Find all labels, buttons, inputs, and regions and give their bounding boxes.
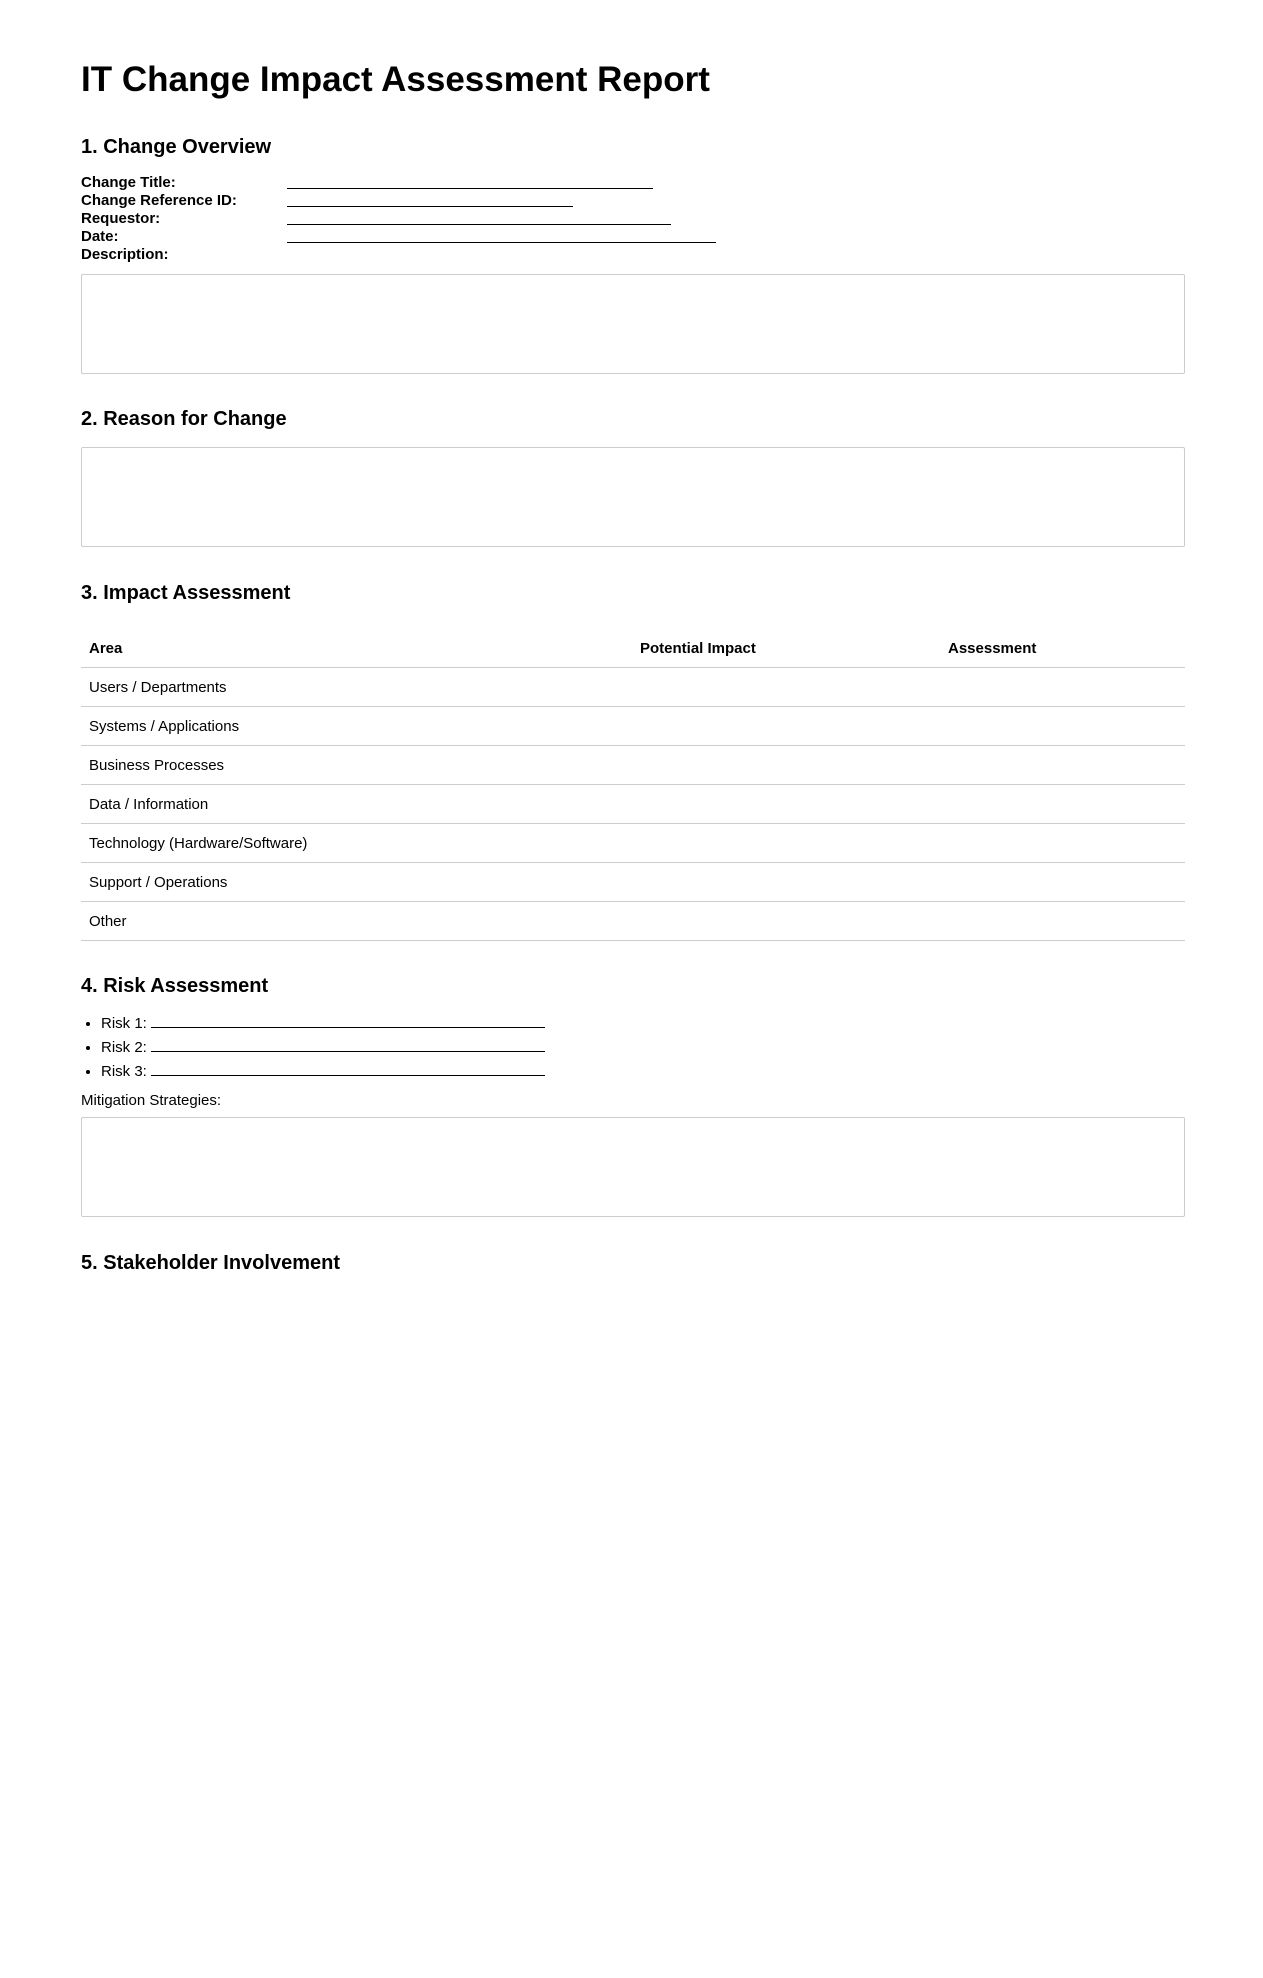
column-header-potential-impact: Potential Impact <box>632 629 940 668</box>
field-requestor <box>81 210 716 228</box>
assessment-cell[interactable] <box>940 746 1185 785</box>
area-cell: Technology (Hardware/Software) <box>81 824 632 863</box>
risk-item-1 <box>101 1012 545 1036</box>
change-reference-id-input[interactable] <box>287 192 573 207</box>
risk-label: Risk 3: <box>101 1063 147 1080</box>
field-label: Change Reference ID: <box>81 192 237 209</box>
mitigation-strategies-textarea[interactable] <box>81 1117 1185 1217</box>
table-row <box>81 902 1185 941</box>
impact-assessment-table <box>81 629 1185 941</box>
assessment-cell[interactable] <box>940 668 1185 707</box>
area-cell: Users / Departments <box>81 668 632 707</box>
potential-impact-cell[interactable] <box>632 707 940 746</box>
section-heading-reason-for-change: 2. Reason for Change <box>81 408 287 430</box>
risk-3-input[interactable] <box>151 1061 545 1076</box>
area-cell: Systems / Applications <box>81 707 632 746</box>
table-row <box>81 707 1185 746</box>
table-header-row <box>81 629 1185 668</box>
assessment-cell[interactable] <box>940 707 1185 746</box>
table-row <box>81 824 1185 863</box>
assessment-cell[interactable] <box>940 824 1185 863</box>
table-row <box>81 785 1185 824</box>
field-label: Change Title: <box>81 174 176 191</box>
field-description <box>81 246 716 264</box>
table-row <box>81 746 1185 785</box>
area-cell: Business Processes <box>81 746 632 785</box>
section-heading-impact-assessment: 3. Impact Assessment <box>81 582 291 604</box>
field-change-reference-id <box>81 192 716 210</box>
potential-impact-cell[interactable] <box>632 902 940 941</box>
field-date <box>81 228 716 246</box>
section-heading-risk-assessment: 4. Risk Assessment <box>81 975 269 997</box>
risk-1-input[interactable] <box>151 1013 545 1028</box>
potential-impact-cell[interactable] <box>632 863 940 902</box>
risk-item-2 <box>101 1036 545 1060</box>
section-heading-change-overview: 1. Change Overview <box>81 136 272 158</box>
change-title-input[interactable] <box>287 174 653 189</box>
date-input[interactable] <box>287 228 716 243</box>
risk-item-3 <box>101 1060 545 1084</box>
table-row <box>81 668 1185 707</box>
field-change-title <box>81 174 716 192</box>
area-cell: Data / Information <box>81 785 632 824</box>
potential-impact-cell[interactable] <box>632 824 940 863</box>
page-title: IT Change Impact Assessment Report <box>81 60 710 99</box>
change-overview-fields <box>81 174 716 264</box>
column-header-assessment: Assessment <box>940 629 1185 668</box>
description-textarea[interactable] <box>81 274 1185 374</box>
mitigation-strategies-label: Mitigation Strategies: <box>81 1092 222 1109</box>
field-label: Date: <box>81 228 119 245</box>
potential-impact-cell[interactable] <box>632 746 940 785</box>
section-heading-stakeholder-involvement: 5. Stakeholder Involvement <box>81 1252 340 1274</box>
table-row <box>81 863 1185 902</box>
field-label: Description: <box>81 246 169 263</box>
assessment-cell[interactable] <box>940 785 1185 824</box>
assessment-cell[interactable] <box>940 863 1185 902</box>
risk-list <box>81 1012 545 1084</box>
risk-2-input[interactable] <box>151 1037 545 1052</box>
reason-for-change-textarea[interactable] <box>81 447 1185 547</box>
area-cell: Support / Operations <box>81 863 632 902</box>
potential-impact-cell[interactable] <box>632 668 940 707</box>
column-header-area: Area <box>81 629 632 668</box>
risk-label: Risk 2: <box>101 1039 147 1056</box>
area-cell: Other <box>81 902 632 941</box>
potential-impact-cell[interactable] <box>632 785 940 824</box>
field-label: Requestor: <box>81 210 161 227</box>
requestor-input[interactable] <box>287 210 671 225</box>
assessment-cell[interactable] <box>940 902 1185 941</box>
risk-label: Risk 1: <box>101 1015 147 1032</box>
